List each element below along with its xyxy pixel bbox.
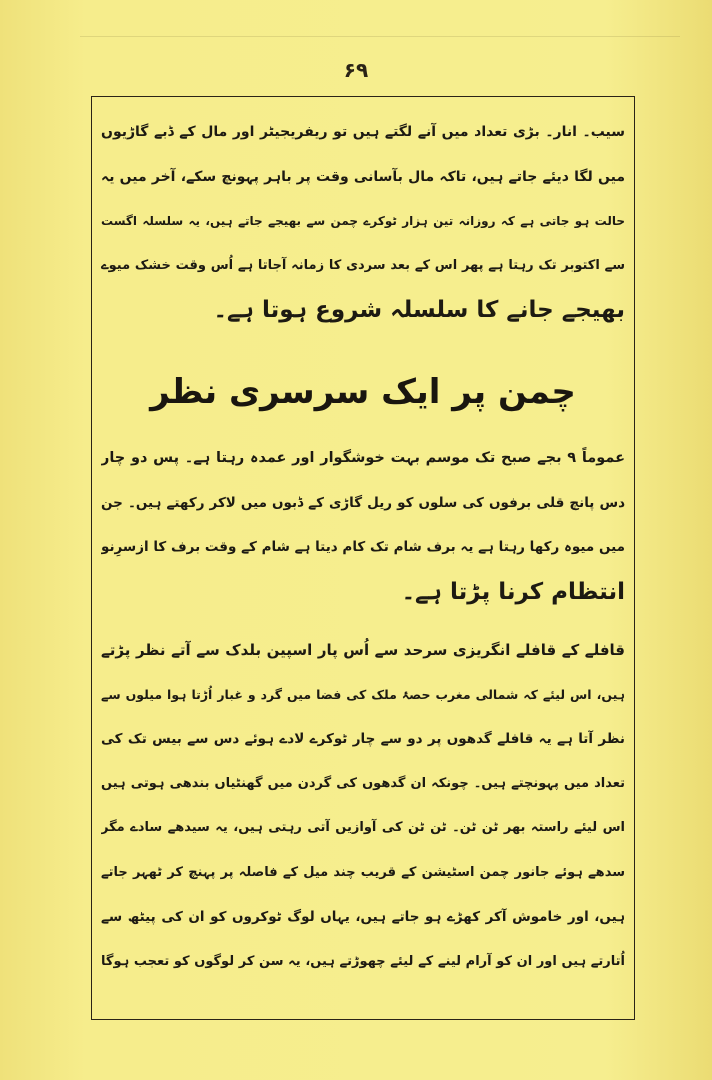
text-line: تعداد میں پہونچتے ہیں۔ چونکہ ان گدھوں کی گردن میں گھنٹیاں بندھی ہوتی ہیں: [101, 775, 625, 791]
text-line: حالت ہو جاتی ہے کہ روزانہ تین ہزار ٹوکرے چمن سے بھیجے جاتے ہیں، یہ سلسلہ اگست: [101, 214, 625, 228]
text-line: قافلے کے قافلے انگریزی سرحد سے اُس پار اسپین بلدک سے آتے نظر پڑتے: [101, 641, 625, 659]
section-heading: چمن پر ایک سرسری نظر: [150, 372, 576, 412]
text-line: نظر آتا ہے یہ قافلے گدھوں پر دو سے چار ٹوکرے لادے ہوئے دس سے بیس تک کی: [101, 731, 625, 747]
text-line: عموماً ۹ بجے صبح تک موسم بہت خوشگوار اور عمدہ رہتا ہے۔ پس دو چار: [101, 450, 625, 466]
text-line: میں لگا دیئے جاتے ہیں، تاکہ مال بآسانی وقت پر باہر پہونچ سکے، آخر میں یہ: [101, 168, 625, 185]
text-line: انتظام کرنا پڑتا ہے۔: [401, 578, 625, 605]
paragraph-caravans: [101, 628, 625, 984]
text-line: اس لیئے راستہ بھر ٹن ٹن۔ ٹن ٹن کی آوازیں آتی رہتی ہیں، یہ سیدھے سادے مگر: [101, 820, 625, 835]
text-line: ہیں، اور خاموش آکر کھڑے ہو جاتے ہیں، یہاں لوگ ٹوکروں کو ان کی پیٹھ سے: [101, 909, 625, 925]
text-line: بھیجے جانے کا سلسلہ شروع ہوتا ہے۔: [213, 297, 625, 323]
text-line: سے اکتوبر تک رہتا ہے پھر اس کے بعد سردی کا زمانہ آجاتا ہے اُس وقت خشک میوے: [101, 257, 625, 273]
text-line: میں میوہ رکھا رہتا ہے یہ برف شام تک کام دیتا ہے شام کے وقت برف کا ازسرِنو: [101, 539, 625, 555]
text-line: سدھے ہوئے جانور چمن اسٹیشن کے قریب چند میل کے فاصلہ پر پہنچ کر ٹھہر جاتے: [101, 864, 625, 880]
paragraph-weather: [101, 436, 625, 614]
text-line: ہیں، اس لیئے کہ شمالی مغرب حصۂ ملک کی فضا میں گرد و غبار اُڑتا ہوا میلوں سے: [101, 686, 625, 702]
text-line: سیب۔ انار۔ بڑی تعداد میں آنے لگتے ہیں تو ریفریجیٹر اور مال کے ڈبے گاڑیوں: [101, 124, 625, 140]
text-line: دس پانچ قلی برفوں کی سلوں کو ریل گاڑی کے ڈبوں میں لاکر رکھتے ہیں۔ جن: [101, 494, 625, 511]
paragraph-intro: [101, 110, 625, 333]
text-line: اُتارتے ہیں اور ان کو آرام لینے کے لیئے چھوڑتے ہیں، یہ سن کر لوگوں کو تعجب ہوگا: [101, 953, 625, 969]
page-number: ۶۹: [343, 58, 369, 82]
